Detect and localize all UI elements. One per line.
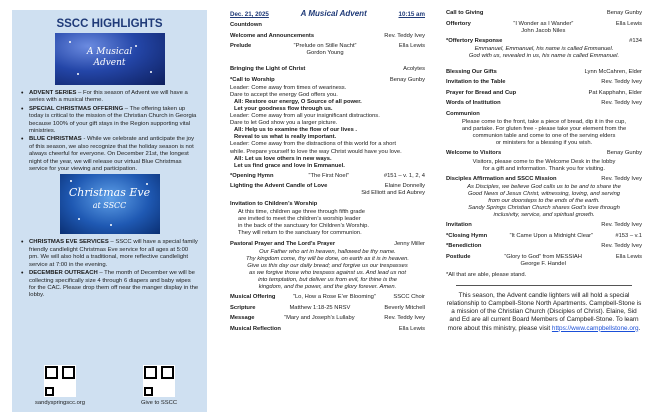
offertory-response-label: *Offertory Response xyxy=(446,38,503,45)
offertory-performer: Ella Lewis xyxy=(615,20,642,27)
pastoral-prayer-leader: Jenny Miller xyxy=(394,240,425,247)
musical-reflection-label: Musical Reflection xyxy=(230,325,281,332)
message-label: Message xyxy=(230,315,255,322)
opening-hymn-label: *Opening Hymn xyxy=(230,172,274,179)
call-to-worship-leader: Benay Gunby xyxy=(389,76,425,83)
offertory-composer: John Jacob Niles xyxy=(521,27,566,34)
countdown: Countdown xyxy=(230,22,262,29)
message-speaker: Rev. Teddy Ivey xyxy=(384,315,425,322)
qr-code-icon xyxy=(44,365,76,397)
campbellstone-link[interactable]: https://www.campbellstone.org xyxy=(551,324,639,332)
prayer-bread-cup-label: Prayer for Bread and Cup xyxy=(446,89,517,96)
musical-offering-performer: SSCC Choir xyxy=(393,294,425,301)
communion-text: Please come to the front, take a piece of bread, dip it in the cup, and partake. For gluten free - please take your element from the communion table and come to one of the serving elders or ministers for a blessing if you wish. xyxy=(461,119,627,147)
service-date: Dec. 21, 2025 xyxy=(230,11,269,18)
postlude-label: Postlude xyxy=(446,254,471,261)
benediction-leader: Rev. Teddy Ivey xyxy=(601,243,642,250)
blessing-gifts-leader: Lynn McCahren, Elder xyxy=(584,68,642,75)
scripture-label: Scripture xyxy=(230,304,256,311)
communion-label: Communion xyxy=(446,110,480,117)
order-of-worship-part2 xyxy=(446,10,642,333)
musical-offering-title: “Lo, How a Rose E’er Blooming” xyxy=(293,294,376,301)
opening-hymn-title: “The First Noel” xyxy=(308,172,349,179)
website-qr-label: sandyspringscc.org xyxy=(35,400,85,406)
closing-hymn-label: *Closing Hymn xyxy=(446,232,488,239)
scripture-reference: Matthew 1:18-25 NRSV xyxy=(289,304,351,311)
list-item: • ADVENT SERIES – For this season of Advent we will have a series with a musical theme. xyxy=(20,90,199,105)
call-to-worship-label: *Call to Worship xyxy=(230,76,275,83)
list-item: • DECEMBER OUTREACH – The month of December we will be collecting specifically size 4 through 6 diapers and baby wipes for the CAC. Please drop them off near the manger display in the lobby. xyxy=(20,270,199,300)
invitation-table-leader: Rev. Teddy Ivey xyxy=(601,79,642,86)
affirmation-text: As Disciples, we believe God calls us to be and to share the Good News of Jesus Christ, witnessing, loving, and serving from our doorsteps to the ends of the earth. Sandy Springs Christian Church shares God’s love through inclusivity, service, and spiritual growth. xyxy=(467,183,621,219)
list-item: • CHRISTMAS EVE SERVICES – SSCC will have a special family friendly candlelight Christmas Eve service for all ages at 5:00 pm. We will also hold a traditional, more reflective candlelight service at 7:00 in the evening. xyxy=(20,239,199,269)
qr-code-icon xyxy=(143,365,175,397)
give-qr-label: Give to SSCC xyxy=(140,400,178,406)
christmas-eve-image: Christmas Eve at SSCC xyxy=(60,174,160,234)
light-label: Bringing the Light of Christ xyxy=(230,65,306,72)
call-to-giving-leader: Benay Gunby xyxy=(606,10,642,16)
candle-lighter-2: Sid Elliott and Ed Aubrey xyxy=(361,190,425,197)
affirmation-leader: Rev. Teddy Ivey xyxy=(601,175,642,182)
welcome-visitors-text: Visitors, please come to the Welcome Desk in the lobby for a gift and information. Thank you for visiting. xyxy=(472,158,616,172)
candle-lighters-note: This season, the Advent candle lighters will all hold a special relationship to Campbell-Stone North Apartments. Campbell-Stone is a mission of the Christian Church (Disciples of Christ). Elaine, Sid and Ed are all current Board Members of Campbell-Stone. To learn more about this ministry, please visit https://www.campbellstone.org. xyxy=(446,291,642,332)
lords-prayer-text: Our Father who art in heaven, hallowed be thy name. Thy kingdom come, thy will be done, on earth as it is in heaven. Give us this day our daily bread; and forgive us our trespasses as we forgive those who trespass against us. And lead us not into temptation, but deliver us from evil, for thine is the kingdom, and the power, and the glory forever. Amen. xyxy=(245,248,410,291)
invitation-leader: Rev. Teddy Ivey xyxy=(601,222,642,229)
blessing-gifts-label: Blessing Our Gifts xyxy=(446,68,497,75)
highlights-list xyxy=(20,90,199,173)
highlights-title: SSCC HIGHLIGHTS xyxy=(56,18,163,30)
pastoral-prayer-label: Pastoral Prayer and The Lord’s Prayer xyxy=(230,240,336,247)
welcome-visitors-leader: Benay Gunby xyxy=(606,150,642,157)
service-title: A Musical Advent xyxy=(300,9,367,18)
welcome-leader: Rev. Teddy Ivey xyxy=(384,32,425,39)
website-qr[interactable] xyxy=(20,365,100,406)
musical-offering-label: Musical Offering xyxy=(230,294,276,301)
candle-lighter-1: Elaine Donnelly xyxy=(384,183,425,190)
light-leader: Acolytes xyxy=(403,65,425,72)
bulletin-header xyxy=(230,10,425,18)
musical-advent-image: A Musical Advent xyxy=(55,33,165,85)
order-of-worship-part1 xyxy=(230,10,425,337)
prelude-label: Prelude xyxy=(230,43,252,50)
affirmation-label: Disciples Affirmation and SSCC Mission xyxy=(446,175,557,182)
prelude-composer: Gordon Young xyxy=(306,50,344,57)
children-worship-text: At this time, children age three through fifth grade are invited to meet the children’s worship leader in the back of the sanctuary for Children’s Worship. They will return to the sanctuary for communion. xyxy=(238,209,369,237)
advent-candle-label: Lighting the Advent Candle of Love xyxy=(230,183,328,190)
postlude-performer: Ella Lewis xyxy=(615,254,642,261)
highlights-panel xyxy=(12,10,207,412)
offertory-title: “I Wonder as I Wander” xyxy=(513,20,574,27)
postlude-composer: George F. Handel xyxy=(520,261,566,268)
musical-reflection-performer: Ella Lewis xyxy=(398,325,425,332)
words-institution-label: Words of Institution xyxy=(446,100,501,107)
closing-hymn-number: #153 – v.1 xyxy=(615,232,642,239)
message-title: “Mary and Joseph’s Lullaby xyxy=(284,315,355,322)
call-to-giving-label: Call to Giving xyxy=(446,10,484,16)
prelude-performer: Ella Lewis xyxy=(398,43,425,50)
divider xyxy=(456,285,632,286)
offertory-label: Offertory xyxy=(446,20,471,27)
call-to-worship-text: Leader: Come away from times of weariness. Dare to accept the energy God offers you. All: Restore our energy, O Source of all power. Let your goodness flow through us. Leader: Come away from all your insignificant distractions. Dare to let God show you a larger picture. All: Help us to examine the flow of our lives . Reveal to us what is really important. Leader: Come away from the distractions of this world for a short while. Prepare yourself to love the way Christ would have you love. All: Let us love others in new ways. Let us find grace and love in Emmanuel. xyxy=(230,84,402,169)
prayer-bread-cup-leader: Pat Kapphahn, Elder xyxy=(588,89,642,96)
list-item: • BLUE CHRISTMAS - While we celebrate and anticipate the joy of this season, we also recognize that the holiday season is not always cheerful for everyone. On December 21st, the longest night of the year, we will release our virtual Blue Christmas service for your viewing and participation. xyxy=(20,136,199,173)
list-item: • SPECIAL CHRISTMAS OFFERING – The offering taken up today is critical to the mission of the Christian Church in Georgia because 100% of your gift stays in the Region supporting vital ministries. xyxy=(20,106,199,136)
words-institution-leader: Rev. Teddy Ivey xyxy=(601,100,642,107)
invitation-label: Invitation xyxy=(446,222,472,229)
welcome-visitors-label: Welcome to Visitors xyxy=(446,150,502,157)
highlights-list-2 xyxy=(20,239,199,299)
offertory-response-number: #134 xyxy=(629,38,642,45)
stand-note: *All that are able, please stand. xyxy=(446,271,527,278)
benediction-label: *Benediction xyxy=(446,243,482,250)
invitation-table-label: Invitation to the Table xyxy=(446,79,506,86)
give-qr[interactable] xyxy=(119,365,199,406)
prelude-piece: “Prelude on Stille Nacht” xyxy=(293,43,357,50)
scripture-reader: Beverly Mitchell xyxy=(384,304,425,311)
welcome-label: Welcome and Announcements xyxy=(230,32,315,39)
opening-hymn-number: #151 – v. 1, 2, 4 xyxy=(383,172,425,179)
service-time: 10:15 am xyxy=(398,11,425,18)
postlude-title: “Glory to God” from MESSIAH xyxy=(504,254,582,261)
offertory-response-text: Emmanuel, Emmanuel, his name is called Emmanuel. God with us, revealed in us, his name is called Emmanuel. xyxy=(468,46,620,60)
children-worship-label: Invitation to Children’s Worship xyxy=(230,201,318,208)
closing-hymn-title: “It Came Upon a Midnight Clear” xyxy=(509,232,594,239)
